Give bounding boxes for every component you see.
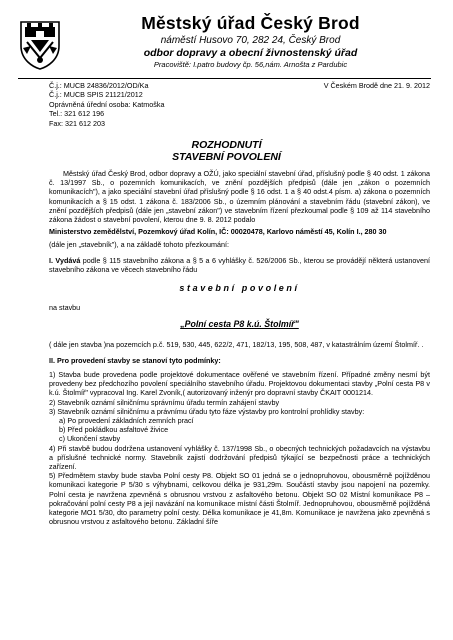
document-body xyxy=(49,169,430,527)
permit-title: STAVEBNÍ POVOLENÍ xyxy=(172,151,281,163)
fax-number: Fax: 321 612 203 xyxy=(49,118,105,128)
decision-title: ROZHODNUTÍ xyxy=(191,139,262,151)
letterhead xyxy=(70,13,431,70)
na-stavbu-label: na stavbu xyxy=(49,303,81,313)
document-date: V Českém Brodě dne 21. 9. 2012 xyxy=(323,81,430,90)
department-name: odbor dopravy a obecní živnostenský úřad xyxy=(143,47,358,59)
project-name: „Polní cesta P8 k.ú. Štolmíř" xyxy=(180,319,299,330)
file-number: Č.j.: MUCB SPIS 21121/2012 xyxy=(49,90,143,100)
condition-item: 1) Stavba bude provedena podle projektové dokumentace ověřené ve stavebním řízení. Případné změny nesmí být provedeny bez předchozího povolení speciálního stavebního úřadu. Projektovou dokumentaci stavby „Polní cesta P8 v k.ú. Štolmíř" vypracoval Ing. Karel Zvoník,( autorizovaný inženýr pro dopravní stavby ČKAIT 0001214. xyxy=(49,370,430,398)
decision-text: podle § 115 stavebního zákona a § 5 a 6 vyhlášky č. 526/2006 Sb., kterou se provádějí některá ustanovení stavebního zákona ve věcech stavebního řádu xyxy=(49,255,430,274)
conditions-heading: II. Pro provedení stavby se stanoví tyto podmínky: xyxy=(49,355,221,365)
decision-label: I. Vydává xyxy=(49,255,81,265)
condition-item: 2) Stavebník oznámí silničnímu správnímu úřadu termín zahájení stavby xyxy=(49,397,280,407)
condition-item: 3) Stavebník oznámí silničnímu a právnímu úřadu tyto fáze výstavby pro kontrolní prohlídky stavby: xyxy=(49,406,365,416)
decision-paragraph xyxy=(49,256,430,274)
sub-condition-item: b) Před pokládkou asfaltové živice xyxy=(59,425,169,435)
phone-number: Tel.: 321 612 196 xyxy=(49,109,105,119)
location-paragraph: ( dále jen stavba )na pozemcích p.č. 519, 530, 445, 622/2, 471, 182/13, 195, 508, 487, v katastrálním území Štolmíř. . xyxy=(49,339,424,349)
intro-paragraph: Městský úřad Český Brod, odbor dopravy a OŽÚ, jako speciální stavební úřad, příslušný podle § 40 odst. 1 zákona č. 13/1997 Sb., o pozemních komunikacích, ve znění pozdějších předpisů (dále jen „zákon o pozemních komunikacích"), a jako speciální stavební úřad příslušný podle § 16 odst. 1 a § 40 odst.4 písm. a) zákona o pozemních komunikacích a § 15 odst. 1 zákona č. 183/2006 Sb., o územním plánování a stavebním řádu (stavební zákon), ve znění pozdějších předpisů (dále jen „stavební zákon") ve stavebním řízení přezkoumal podle § 109 až 114 stavebního zákona žádost o stavební povolení, kterou dne 9. 8. 2012 podalo xyxy=(49,169,430,225)
reference-number: Č.j.: MUCB 24836/2012/OD/Ka xyxy=(49,81,149,90)
responsible-official: Oprávněná úřední osoba: Katmoška xyxy=(49,99,165,109)
condition-item: 4) Při stavbě budou dodržena ustanovení vyhlášky č. 137/1998 Sb., o obecných technických požadavcích na výstavbu a příslušné technické normy. Stavebník zajistí dodržování předpisů týkající se bezpečnosti práce a technických zařízení. xyxy=(49,443,430,472)
sub-condition-item: a) Po provedení základních zemních prací xyxy=(59,416,194,426)
condition-item: 5) Předmětem stavby bude stavba Polní cesty P8. Objekt SO 01 jedná se o jednopruhovou, obousměrně pojížděnou komunikaci kategorie P 5/30 s výhybnami, celkovou délka je 931,29m. Součástí stavby jsou napojení na pozemky. Polní cesta je navržena zpevněná s obrusnou vrstvou z asfaltového betonu. Objekt SO 02 Místní komunikace P8 – pokračování polní cesty P8 a její navázání na komunikace místní části Štolmíř. Jednopruhovou, obousměrně pojížděná kategorie MO1 5/30, dto parametry polní cesty. Délka komunikace je 41,8m. Komunikace je navržena jako zpevněná s obrusnou vrstvou z asfaltového betonu. Základní šíře xyxy=(49,471,430,527)
applicant-paragraph: Ministerstvo zemědělství, Pozemkový úřad Kolín, IČ: 00020478, Karlovo náměstí 45, Kolín I., 280 30 xyxy=(49,227,387,237)
permit-heading: stavební povolení xyxy=(179,283,300,294)
office-name: Městský úřad Český Brod xyxy=(141,13,360,33)
reference-block xyxy=(49,81,164,128)
sub-condition-item: c) Ukončení stavby xyxy=(59,434,121,444)
workplace-address: Pracoviště: I.patro budovy čp. 56,nám. Arnošta z Pardubic xyxy=(153,60,348,69)
header-divider xyxy=(18,78,431,79)
office-address: náměstí Husovo 70, 282 24, Český Brod xyxy=(160,35,341,46)
coat-of-arms-icon xyxy=(19,18,61,70)
applicant-note: (dále jen „stavebník"), a na základě tohoto přezkoumání: xyxy=(49,240,229,250)
